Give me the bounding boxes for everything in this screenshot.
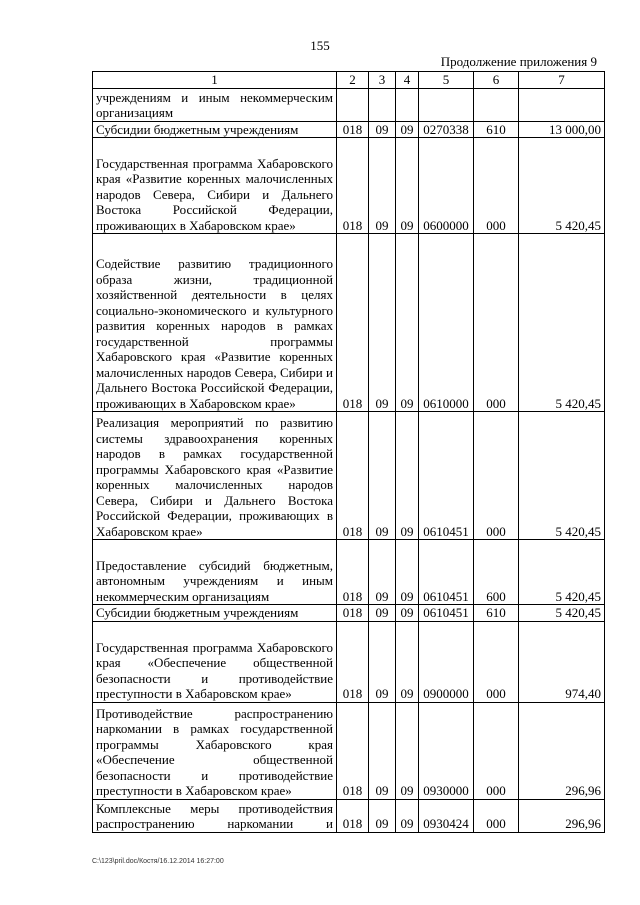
column-header: 4: [396, 72, 419, 89]
amount: 296,96: [519, 702, 605, 799]
table-row: [93, 121, 605, 138]
table-row: [93, 799, 605, 832]
table-row: [93, 540, 605, 605]
target-article-code: 0610451: [419, 605, 474, 622]
expense-type-code: [474, 88, 519, 121]
section-code: 09: [369, 799, 396, 832]
ministry-code: 018: [337, 621, 369, 702]
section-code: [369, 88, 396, 121]
budget-table: [92, 71, 605, 833]
expense-type-code: 000: [474, 621, 519, 702]
table-header-row: [93, 72, 605, 89]
subsection-code: 09: [396, 605, 419, 622]
subsection-code: 09: [396, 121, 419, 138]
target-article-code: 0930424: [419, 799, 474, 832]
section-code: 09: [369, 138, 396, 234]
section-code: 09: [369, 540, 396, 605]
amount: [519, 88, 605, 121]
section-code: 09: [369, 702, 396, 799]
row-name: учреждениям и иным некоммерческим организациям: [93, 88, 337, 121]
column-header: 3: [369, 72, 396, 89]
ministry-code: 018: [337, 702, 369, 799]
table-row: [93, 702, 605, 799]
expense-type-code: 600: [474, 540, 519, 605]
column-header: 1: [93, 72, 337, 89]
row-name: Реализация мероприятий по развитию системы здравоохранения коренных народов в рамках государственной программы Хабаровского края «Развитие коренных малочисленных народов Севера, Сибири и Дальнего Востока Российской Федерации, проживающих в Хабаровском крае»: [93, 412, 337, 540]
subsection-code: 09: [396, 799, 419, 832]
column-header: 2: [337, 72, 369, 89]
row-name: Содействие развитию традиционного образа жизни, традиционной хозяйственной деятельности в целях социально-экономического и культурного развития коренных народов в рамках государственной программы Хабаровского края «Развитие коренных малочисленных народов Севера, Сибири и Дальнего Востока Российской Федерации, проживающих в Хабаровском крае»: [93, 234, 337, 412]
table-row: [93, 88, 605, 121]
table-row: [93, 621, 605, 702]
table-row: [93, 605, 605, 622]
ministry-code: 018: [337, 121, 369, 138]
amount: 296,96: [519, 799, 605, 832]
column-header: 6: [474, 72, 519, 89]
file-path-footer: C:\123\pril.doc/Костя/16.12.2014 16:27:00: [92, 858, 224, 865]
expense-type-code: 000: [474, 412, 519, 540]
ministry-code: 018: [337, 605, 369, 622]
amount: 5 420,45: [519, 412, 605, 540]
amount: 974,40: [519, 621, 605, 702]
column-header: 7: [519, 72, 605, 89]
amount: 5 420,45: [519, 234, 605, 412]
subsection-code: 09: [396, 702, 419, 799]
expense-type-code: 000: [474, 799, 519, 832]
row-name: Противодействие распространению наркомании в рамках государственной программы Хабаровского края «Обеспечение общественной безопасности и противодействие преступности в Хабаровском крае»: [93, 702, 337, 799]
expense-type-code: 000: [474, 234, 519, 412]
amount: 5 420,45: [519, 605, 605, 622]
subsection-code: 09: [396, 621, 419, 702]
ministry-code: 018: [337, 138, 369, 234]
target-article-code: 0930000: [419, 702, 474, 799]
subsection-code: 09: [396, 138, 419, 234]
ministry-code: 018: [337, 412, 369, 540]
subsection-code: 09: [396, 234, 419, 412]
amount: 5 420,45: [519, 540, 605, 605]
subsection-code: [396, 88, 419, 121]
target-article-code: 0610451: [419, 412, 474, 540]
section-code: 09: [369, 234, 396, 412]
row-name: Государственная программа Хабаровского края «Развитие коренных малочисленных народов Севера, Сибири и Дальнего Востока Российской Федерации, проживающих в Хабаровском крае»: [93, 138, 337, 234]
expense-type-code: 610: [474, 121, 519, 138]
row-name: Государственная программа Хабаровского края «Обеспечение общественной безопасности и противодействие преступности в Хабаровском крае»: [93, 621, 337, 702]
target-article-code: [419, 88, 474, 121]
target-article-code: 0600000: [419, 138, 474, 234]
expense-type-code: 000: [474, 702, 519, 799]
appendix-continuation-label: Продолжение приложения 9: [440, 54, 597, 69]
row-name: Субсидии бюджетным учреждениям: [93, 605, 337, 622]
table-row: [93, 138, 605, 234]
ministry-code: 018: [337, 540, 369, 605]
target-article-code: 0900000: [419, 621, 474, 702]
section-code: 09: [369, 412, 396, 540]
ministry-code: [337, 88, 369, 121]
expense-type-code: 610: [474, 605, 519, 622]
section-code: 09: [369, 621, 396, 702]
subsection-code: 09: [396, 412, 419, 540]
table-row: [93, 412, 605, 540]
row-name: Субсидии бюджетным учреждениям: [93, 121, 337, 138]
section-code: 09: [369, 605, 396, 622]
target-article-code: 0610000: [419, 234, 474, 412]
amount: 5 420,45: [519, 138, 605, 234]
ministry-code: 018: [337, 799, 369, 832]
page-number: 155: [310, 38, 330, 53]
column-header: 5: [419, 72, 474, 89]
row-name: Предоставление субсидий бюджетным, автономным учреждениям и иным некоммерческим организациям: [93, 540, 337, 605]
target-article-code: 0610451: [419, 540, 474, 605]
ministry-code: 018: [337, 234, 369, 412]
target-article-code: 0270338: [419, 121, 474, 138]
section-code: 09: [369, 121, 396, 138]
subsection-code: 09: [396, 540, 419, 605]
row-name: Комплексные меры противодействия распространению наркомании и: [93, 799, 337, 832]
amount: 13 000,00: [519, 121, 605, 138]
table-row: [93, 234, 605, 412]
expense-type-code: 000: [474, 138, 519, 234]
